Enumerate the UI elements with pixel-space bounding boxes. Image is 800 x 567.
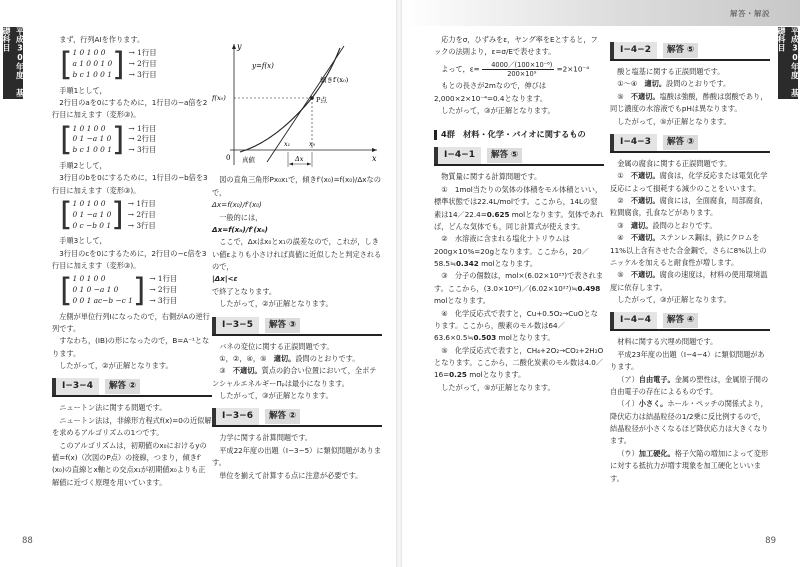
page-number-right: 89 <box>765 535 776 546</box>
matrix-row: b c 1 0 0 1 <box>72 145 112 155</box>
text: 金属の塑性は，金属原子間の自由電子の存在によるものです。 <box>610 374 769 396</box>
row-arrow: → 1行目 <box>128 123 157 133</box>
text: 格子欠陥の増加によって変形に対する抵抗力が増す現象を加工硬化といいます。 <box>610 448 769 483</box>
choice-number: ④ <box>617 233 624 243</box>
text: 腐食には，全面腐食，局部腐食，粒間腐食，孔食などがあります。 <box>610 196 768 218</box>
question-heading <box>212 317 382 336</box>
text: molとなります。 <box>434 296 490 306</box>
result-value: 0.342 <box>456 259 479 269</box>
text <box>610 398 770 448</box>
answer-label: 解答 ② <box>105 379 140 394</box>
answer-label: 解答 ② <box>265 409 300 424</box>
text: ここで，Δxはx₀とx₁の誤差なので，これが，しきい値εよりも小さければ真値に近似したと判定されるので， <box>212 237 382 271</box>
row-arrow: → 1行目 <box>149 274 178 284</box>
choice-number: ①〜④ <box>617 79 638 89</box>
matrix-row: 1 0 1 0 0 <box>72 199 106 209</box>
choice-number: ①，②，④，⑤ <box>219 353 267 363</box>
text: 手順2として， <box>59 160 107 170</box>
text: まず，行列AIを作ります。 <box>59 35 145 44</box>
row-arrow: → 2行目 <box>149 285 178 295</box>
text: したがって，⑤が正解となります。 <box>617 116 731 126</box>
text: もとの長さが2mなので，伸びは2,000×2×10⁻⁴=0.4となります。 <box>434 81 548 103</box>
text <box>610 448 770 485</box>
text: で終了となります。 <box>212 286 277 296</box>
choice-number: ⑤ <box>617 270 624 280</box>
text: 2行目のaを0にするために，1行目の−a倍を2行目に加えます（変形③)。 <box>52 97 208 120</box>
text: 設問のとおりです。 <box>295 353 360 363</box>
verdict: 不適切。 <box>630 91 660 101</box>
result-value: 0.625 <box>486 209 510 219</box>
text: 応力をσ，ひずみをε，ヤング率をEとすると，フックの法則より，ε=σ/Eで表せます。 <box>434 35 598 57</box>
left-side-tab: 平成30年度 基礎科目 <box>2 27 25 97</box>
text <box>212 365 382 390</box>
question-heading <box>610 42 770 61</box>
blank-answer: 加工硬化。 <box>638 448 675 458</box>
text: 物質量に関する計算問題です。 <box>441 172 542 182</box>
equation: |Δx|<ε <box>212 274 238 284</box>
text: したがって，③が正解となります。 <box>617 295 731 304</box>
row-arrow: → 3行目 <box>128 145 157 155</box>
text: molとなります。気体であれば，どんな気体でも，同じ計算式が使えます。 <box>434 209 604 231</box>
text <box>610 220 770 232</box>
fraction-denominator: 200×10⁹ <box>507 69 537 78</box>
blank-label: （ア） <box>617 374 639 384</box>
choice-number: ② <box>617 196 624 205</box>
matrix-row: 1 0 1 0 0 <box>72 123 106 133</box>
row-arrow: → 3行目 <box>149 295 178 305</box>
matrix-row: b c 1 0 0 1 <box>72 69 112 79</box>
text <box>610 78 770 90</box>
question-id: I−3−4 <box>52 378 99 395</box>
right-side-tab: 平成30年度 基礎科目 <box>777 27 800 97</box>
text: 腐食の速度は，材料の使用環境温度に依存します。 <box>610 270 768 292</box>
question-heading <box>610 134 770 153</box>
group-title: 4群 材料・化学・バイオに関するもの <box>441 129 586 140</box>
x0-label: x₀ <box>309 140 316 148</box>
matrix-row: 0 1 0 −a 1 0 <box>72 285 119 295</box>
choice-number: ③ <box>617 220 624 230</box>
text: ④ 化学反応式で表すと，Cu+0.5O₂→CuOとなります。ここから，酸素のモル数は64／63.6×0.5≒ <box>434 308 598 343</box>
blank-answer: 自由電子。 <box>638 374 675 384</box>
column-3 <box>434 34 604 394</box>
text: 3行目のcを0にするために，2行目の−c倍を3行目に加えます（変形③)。 <box>52 248 207 270</box>
verdict: 不適切。 <box>630 196 660 205</box>
question-id: I−4−1 <box>434 147 481 164</box>
answer-label: 解答 ⑤ <box>663 43 698 58</box>
text: 手順1として， <box>59 85 107 95</box>
row-arrow: → 1行目 <box>127 199 156 209</box>
y-axis-label: y <box>237 42 242 51</box>
equation-prefix: よって，ε= <box>441 64 480 74</box>
text: このアルゴリズムは，初期値のx₀におけるyの値=f(x)（次図のP点）の接線，つまり，傾きf′(x₀)の直線とx軸との交点x₁が初期値x₀よりも正解値に近づく原理を用いています。 <box>52 440 207 487</box>
verdict: 適切。 <box>630 220 653 230</box>
question-heading <box>52 378 212 397</box>
answer-label: 解答 ③ <box>265 318 300 333</box>
row-arrow: → 2行目 <box>127 209 156 219</box>
curve-label: y=f(x) <box>252 62 274 70</box>
matrix-row: a 1 0 0 1 0 <box>72 59 113 69</box>
matrix-row: 1 0 1 0 0 <box>72 274 106 284</box>
text: ① 1mol当たりの気体の体積をモル体積といい，標準状態では22.4L/molです。ここから，14Lの窒素は14／22.4= <box>434 184 603 219</box>
text: 左側が単位行列Iになったので，右側がAの逆行列です。 <box>52 311 210 333</box>
text <box>434 308 604 345</box>
text: 手順3として， <box>59 236 107 246</box>
matrix-row: 1 0 1 0 0 <box>72 48 106 58</box>
p-point-label: P点 <box>316 96 327 104</box>
result-value: 0.498 <box>577 283 601 293</box>
text: したがって，③が正解となります。 <box>441 105 555 115</box>
matrix-row: 0 0 1 ac−b −c 1 <box>72 295 133 305</box>
question-heading <box>610 312 770 331</box>
origin-label: 0 <box>226 154 231 162</box>
group-marker <box>434 130 437 140</box>
text <box>610 269 770 294</box>
matrix-3: [ 1 0 1 0 0 0 1 −a 1 0 0 c −b 0 1 ] → 1行目 → 2行目 → 3行目 <box>60 195 156 234</box>
x1-label: x₁ <box>284 140 291 148</box>
matrix-row: 0 1 −a 1 0 <box>72 209 112 219</box>
text <box>610 374 770 399</box>
text: 酸と塩基に関する正誤問題です。 <box>617 67 725 76</box>
text: 平成23年度の出題（I−4−4）に類似問題があります。 <box>610 349 765 372</box>
text: ③ 分子の個数は，mol×(6.02×10²³)で表されます。ここから，(3.0×10²³)／(6.02×10²³)≒ <box>434 271 604 293</box>
blank-label: （イ） <box>617 399 639 409</box>
text: 図の直角三角形Px₀x₁で，傾きf′(x₀)=f(x₀)/Δxなので， <box>212 175 381 197</box>
verdict: 不適切。 <box>630 171 660 181</box>
matrix-2: [ 1 0 1 0 0 0 1 −a 1 0 b c 1 0 0 1 ] → 1行目 → 2行目 → 3行目 <box>60 120 157 158</box>
text: ② 水溶液に含まれる塩化ナトリウムは200g×10%=20gとなります。ここから，20／58.5≒ <box>434 234 589 269</box>
text: したがって，③が正解となります。 <box>219 391 333 400</box>
text <box>434 270 604 307</box>
text <box>434 345 604 382</box>
fx0-label: f(x₀) <box>212 94 226 102</box>
question-id: I−3−6 <box>212 408 259 425</box>
question-heading <box>212 408 382 427</box>
tangent-line <box>267 46 344 162</box>
verdict: 不適切。 <box>630 233 660 243</box>
equation-result: =2×10⁻⁴ <box>556 64 590 74</box>
row-arrow: → 1行目 <box>128 48 157 58</box>
result-value: 0.25 <box>449 370 467 380</box>
choice-number: ① <box>617 171 624 181</box>
text: ホール・ペッチの関係式より，降伏応力は結晶粒径の1/2乗に反比例するので，結晶粒径が小さくなるほど降伏応力は大きくなります。 <box>610 399 769 446</box>
text <box>610 170 770 195</box>
true-value-label: 真値 <box>242 156 255 164</box>
column-4 <box>610 34 770 485</box>
left-header-bar <box>0 0 396 26</box>
text: 力学に関する計算問題です。 <box>219 433 313 443</box>
text: 平成22年度の出題（I−3−5）に類似問題があります。 <box>212 445 382 468</box>
text: 質点の釣合い位置において，全ポテンシャルエネルギーΠₚは最小になります。 <box>212 366 377 388</box>
text: molとなります。 <box>478 259 538 269</box>
row-arrow: → 3行目 <box>127 220 156 230</box>
text: molとなります。 <box>466 370 526 380</box>
text: したがって，②が正解となります。 <box>219 299 333 309</box>
text: 設問のとおりです。 <box>666 79 731 89</box>
column-1 <box>52 34 212 489</box>
matrix-row: 0 1 −a 1 0 <box>72 134 112 144</box>
tangent-label: 傾きf′(x₀) <box>320 76 349 84</box>
text: ニュートン法は，非線形方程式f(x)=0の近似解を求めるアルゴリズムの1つです。 <box>52 415 212 438</box>
row-arrow: → 3行目 <box>128 69 157 79</box>
text: 腐食は，化学反応または電気化学反応によって損耗する減少のことをいいます。 <box>610 171 768 193</box>
choice-number: ③ <box>219 366 226 376</box>
page-number-left: 88 <box>22 535 33 546</box>
result-value: 0.503 <box>473 333 497 343</box>
fraction <box>482 61 554 78</box>
text <box>212 353 382 365</box>
question-id: I−4−3 <box>610 134 657 151</box>
x-axis-label: x <box>372 154 377 163</box>
equation: Δx=f(x₀)/f′(x₀) <box>212 200 262 210</box>
verdict: 適切。 <box>644 79 667 89</box>
row-arrow: → 2行目 <box>128 134 157 144</box>
text <box>610 91 770 116</box>
text: 単位を揃えて計算する点に注意が必要です。 <box>219 470 363 480</box>
matrix-4: [ 1 0 1 0 0 0 1 0 −a 1 0 0 0 1 ac−b −c 1 ] → 1行目 → 2行目 → 3行目 <box>60 270 178 309</box>
text: したがって，②が正解となります。 <box>59 361 173 371</box>
question-id: I−4−4 <box>610 312 657 329</box>
row-arrow: → 2行目 <box>128 59 157 69</box>
text: ⑤ 化学反応式で表すと，CH₄+2O₂→CO₂+2H₂Oとなります。ここから，二酸化炭素のモル数は4.0／16= <box>434 345 604 380</box>
text <box>434 233 604 270</box>
verdict: 不適切。 <box>232 366 262 376</box>
text <box>610 195 770 220</box>
blank-answer: 小さく。 <box>638 399 668 409</box>
text: 塩酸は強酸，酢酸は弱酸であり，同じ濃度の水溶液でもpHは異なります。 <box>610 91 768 114</box>
verdict: 適切。 <box>273 353 296 363</box>
question-id: I−3−5 <box>212 317 259 334</box>
right-header-bar <box>402 0 800 26</box>
text: 設問のとおりです。 <box>652 220 717 230</box>
right-page <box>402 0 800 567</box>
text: ステンレス鋼は，鉄にクロムを11%以上含有させた合金鋼で，さらに8%以上のニッケルを加えると耐食性が増します。 <box>610 233 767 267</box>
matrix-row: 0 c −b 0 1 <box>72 220 112 230</box>
column-2 <box>212 40 382 482</box>
group-heading <box>434 127 604 141</box>
text <box>610 232 770 269</box>
text: 一般的には， <box>219 212 263 222</box>
choice-number: ⑤ <box>617 91 624 101</box>
verdict: 不適切。 <box>630 270 660 280</box>
text: 3行目のbを0にするために，1行目の−b倍を3行目に加えます（変形③)。 <box>52 173 208 195</box>
text: ニュートン法に関する問題です。 <box>59 403 167 413</box>
fraction-numerator: 4000／(100×10⁻⁶) <box>482 61 554 70</box>
text <box>434 184 604 234</box>
text: molとなります。 <box>496 333 555 343</box>
equation: Δx=f(xₙ)/f′(xₙ) <box>212 224 268 234</box>
text: 材料に関する穴埋め問題です。 <box>617 337 718 347</box>
answer-label: 解答 ⑤ <box>487 148 522 163</box>
text: したがって，⑤が正解となります。 <box>441 382 555 392</box>
question-id: I−4−2 <box>610 42 657 59</box>
answer-label: 解答 ③ <box>663 135 698 150</box>
left-page <box>0 0 396 567</box>
equation <box>434 61 604 78</box>
question-heading <box>434 147 604 166</box>
matrix-1: [ 1 0 1 0 0 a 1 0 0 1 0 b c 1 0 0 1 ] → 1行目 → 2行目 → 3行目 <box>60 44 157 83</box>
section-header: 解答・解説 <box>730 9 770 18</box>
text: バネの変位に関する正誤問題です。 <box>219 341 334 351</box>
text: すなわち，(IB)の形になったので，B=A⁻¹となります。 <box>52 336 210 358</box>
answer-label: 解答 ④ <box>663 313 698 328</box>
text: 金属の腐食に関する正誤問題です。 <box>617 158 732 168</box>
blank-label: （ウ） <box>617 448 639 458</box>
delta-x-label: Δx <box>295 155 304 163</box>
newton-method-graph <box>212 40 382 170</box>
